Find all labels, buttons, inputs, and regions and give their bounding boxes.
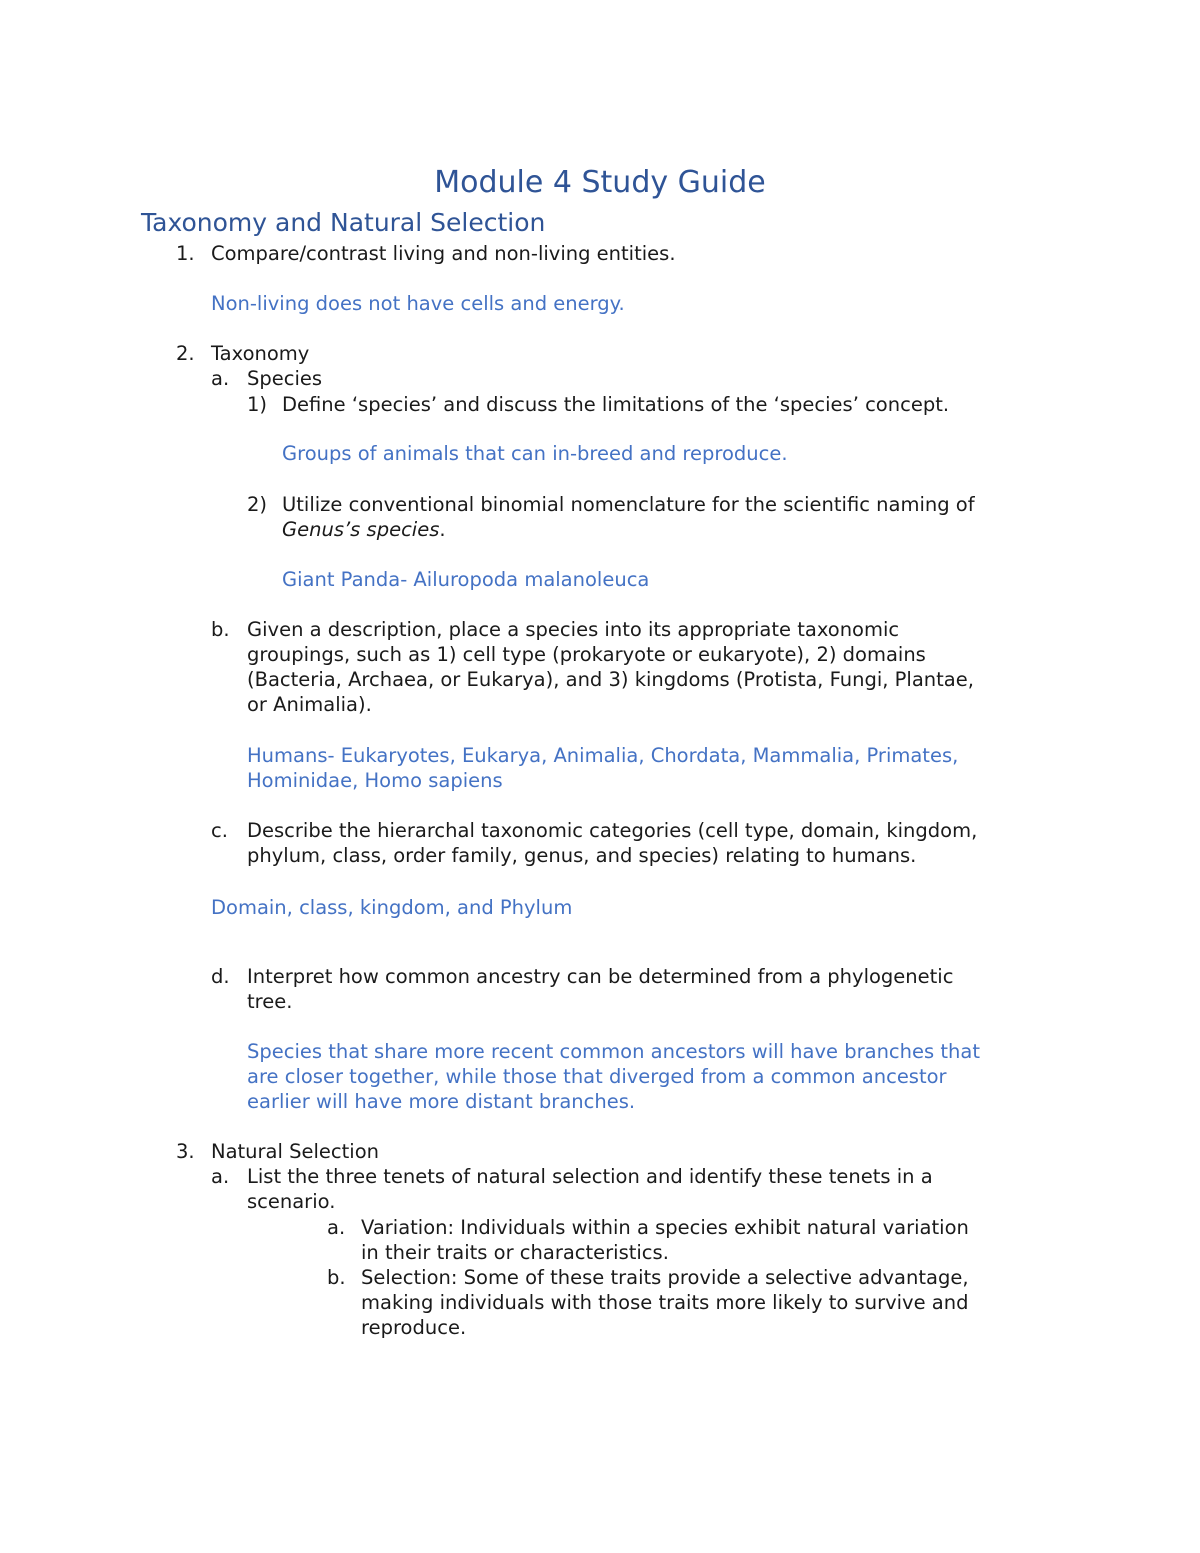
question-text-continued [282, 517, 446, 542]
answer-text: Non-living does not have cells and energy. [211, 292, 625, 315]
list-item-label: Natural Selection [211, 1140, 379, 1163]
list-item-label: Species [247, 367, 323, 390]
list-marker: a. [211, 367, 230, 390]
question-text: (Bacteria, Archaea, or Eukarya), and 3) kingdoms (Protista, Fungi, Plantae, [247, 668, 974, 691]
document-title: Module 4 Study Guide [434, 165, 766, 200]
list-marker: 2. [176, 342, 195, 365]
answer-text: Species that share more recent common ancestors will have branches that [247, 1040, 980, 1063]
list-marker: d. [211, 965, 230, 988]
question-text: Interpret how common ancestry can be determined from a phylogenetic [247, 965, 954, 988]
answer-text: Humans- Eukaryotes, Eukarya, Animalia, Chordata, Mammalia, Primates, [247, 744, 959, 767]
answer-text: Giant Panda- Ailuropoda malanoleuca [282, 568, 650, 591]
tenet-text: Variation: Individuals within a species exhibit natural variation [361, 1216, 969, 1239]
italic-term: Genus’s species [282, 518, 440, 541]
answer-text: Hominidae, Homo sapiens [247, 769, 503, 792]
question-text: phylum, class, order family, genus, and species) relating to humans. [247, 844, 917, 867]
question-text: Compare/contrast living and non-living entities. [211, 242, 676, 265]
answer-text: Groups of animals that can in-breed and reproduce. [282, 442, 788, 465]
tenet-text: Selection: Some of these traits provide a selective advantage, [361, 1266, 969, 1289]
answer-text: are closer together, while those that diverged from a common ancestor [247, 1065, 947, 1088]
question-text: groupings, such as 1) cell type (prokaryote or eukaryote), 2) domains [247, 643, 926, 666]
tenet-text: reproduce. [361, 1316, 467, 1339]
question-text: or Animalia). [247, 693, 372, 716]
list-item-label: Taxonomy [211, 342, 310, 365]
answer-text: Domain, class, kingdom, and Phylum [211, 896, 573, 919]
list-marker: b. [211, 618, 230, 641]
tenet-text: making individuals with those traits more likely to survive and [361, 1291, 969, 1314]
question-text: Define ‘species’ and discuss the limitations of the ‘species’ concept. [282, 393, 950, 416]
list-marker: 1. [176, 242, 195, 265]
list-marker: a. [211, 1165, 230, 1188]
list-marker: 3. [176, 1140, 195, 1163]
list-marker: 1) [247, 393, 268, 416]
question-text: Given a description, place a species into its appropriate taxonomic [247, 618, 900, 641]
question-text: List the three tenets of natural selection and identify these tenets in a [247, 1165, 933, 1188]
list-marker: b. [327, 1266, 346, 1289]
punctuation: . [439, 518, 446, 541]
question-text: scenario. [247, 1190, 336, 1213]
list-marker: 2) [247, 493, 268, 516]
list-marker: a. [327, 1216, 346, 1239]
question-text: Describe the hierarchal taxonomic categories (cell type, domain, kingdom, [247, 819, 978, 842]
question-text: Utilize conventional binomial nomenclature for the scientific naming of [282, 493, 975, 516]
answer-text: earlier will have more distant branches. [247, 1090, 636, 1113]
section-heading: Taxonomy and Natural Selection [141, 208, 546, 237]
question-text: tree. [247, 990, 293, 1013]
list-marker: c. [211, 819, 228, 842]
tenet-text: in their traits or characteristics. [361, 1241, 669, 1264]
